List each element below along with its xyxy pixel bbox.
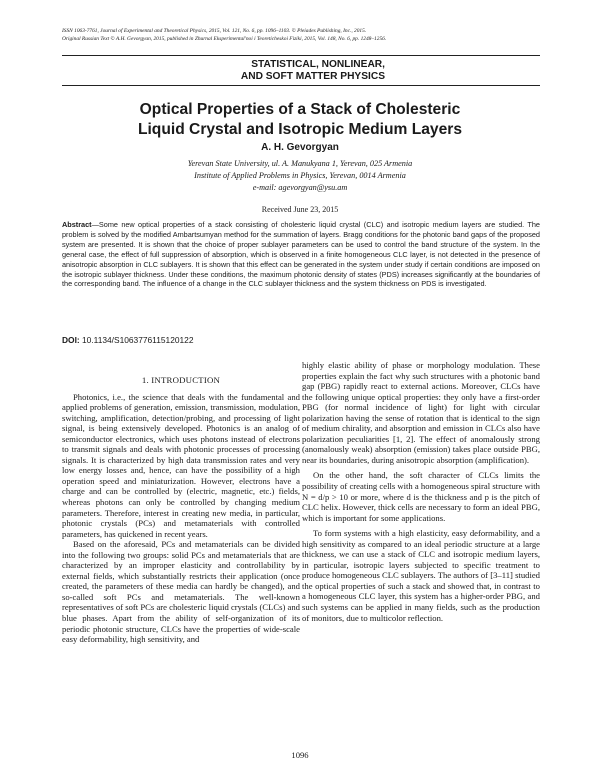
section-heading-line2: AND SOFT MATTER PHYSICS [240, 71, 385, 82]
title-line2: Liquid Crystal and Isotropic Medium Layers [137, 121, 463, 138]
paragraph: On the other hand, the soft character of CLCs limits the possibility of creating cells with a homogeneous spiral structure with N = d/p > 10 or more, where d is the thickness and p is the pitch of CLC helix. However, thick cells are necessary to form an ideal PBG, which is important for some applications. [302, 470, 540, 523]
affiliation-2: Institute of Applied Problems in Physics, Yerevan, 0014 Armenia [194, 171, 406, 180]
journal-metadata [62, 27, 542, 43]
page-number: 1096 [291, 750, 309, 760]
author-email[interactable]: e-mail: agevorgyan@ysu.am [252, 183, 348, 192]
section-heading [185, 59, 385, 83]
doi-label: DOI: [62, 335, 80, 345]
received-date: Received June 23, 2015 [261, 205, 339, 214]
original-text-line: Original Russian Text © A.H. Gevorgyan, 2015, published in Zhurnal Eksperimental'noi i Teoreticheskoi Fiziki, 2015, Vol. 148, No. 6, pp. 1248–1256. [62, 36, 387, 42]
left-column [62, 375, 300, 645]
paragraph: To form systems with a high elasticity, easy deformability, and a high sensitivity as compared to an ideal periodic structure at a large thickness, we can use a stack of CLC and isotropic medium layers, in particular, isotropic layers subjected to specific treatment to produce homogeneous CLC sublayers. The authors of [3–11] studied the optical properties of such a stack and showed that, in contrast to a homogeneous CLC layer, this system has a higher-order PBG, and such systems can be applied in many fields, such as the production of monitors, due to multicolor reflection. [302, 528, 540, 623]
title-line1: Optical Properties of a Stack of Cholesteric [139, 101, 461, 118]
abstract [62, 220, 540, 289]
article-title [70, 100, 530, 140]
author-name: A. H. Gevorgyan [261, 142, 339, 153]
abstract-text: —Some new optical properties of a stack consisting of cholesteric liquid crystal (CLC) and isotropic medium layers are studied. The problem is solved by the modified Ambartsumyan method for the summation of layers. Bragg conditions for the photonic band gaps of the proposed system are presented. It is shown that the choice of proper sublayer parameters can be used to control the band structure of the system. In the general case, the effect of full suppression of absorption, which is observed in a finite homogeneous CLC layer, is not detected in the presence of anisotropic absorption in CLC sublayers. It is shown that this effect can be generated in the system under study if certain conditions are imposed on the isotropic sublayer thickness. Under these conditions, the maximum photonic density of states (PDS) increases significantly at the boundaries of the corresponding band. The influence of a change in the CLC sublayer thickness and the system thickness on PDS is investigated. [62, 220, 540, 289]
abstract-label: Abstract [62, 220, 92, 229]
paragraph: Photonics, i.e., the science that deals with the fundamental and applied problems of generation, emission, transmission, modulation, switching, amplification, detection/probing, and processing of light signal, is being extensively developed. Photonics is an analog of semiconductor electronics, which uses photons instead of electrons to transmit signals and deals with photonic processes of processing signals. It is characterized by high data transmission rates and very low energy losses and, hence, can have the possibility of a high operation speed and miniaturization. However, electrons have a charge and can be controlled by (electric, magnetic, etc.) fields, whereas photons can only be controlled by changing medium parameters. Therefore, interest in creating new media, in particular, photonic crystals (PCs) and metamaterials with controlled parameters, has quickened in recent years. [62, 391, 300, 539]
section-heading-line1: STATISTICAL, NONLINEAR, [251, 59, 385, 70]
right-column [302, 360, 540, 623]
doi-value[interactable]: 10.1134/S1063776115120122 [82, 335, 194, 345]
affiliation-1: Yerevan State University, ul. A. Manukyana 1, Yerevan, 025 Armenia [187, 159, 413, 168]
issn-line: ISSN 1063-7761, Journal of Experimental and Theoretical Physics, 2015, Vol. 121, No. 6, pp. 1096–1103. © Pleiades Publishing, Inc., 2015. [62, 28, 367, 34]
top-rule [62, 55, 540, 56]
paragraph: Based on the aforesaid, PCs and metamaterials can be divided into the following two groups: solid PCs and metamaterials that are characterized by an improper elasticity and controllability by external fields, which substantially restricts their application (once created, the parameters of these media can hardly be changed), and so-called soft PCs and metamaterials. The well-known representatives of soft PCs are cholesteric liquid crystals (CLCs) and blue phases. Apart from the ability of self-organization of its periodic photonic structure, CLCs have the properties of wide-scale easy deformability, high sensitivity, and [62, 539, 300, 645]
section-rule [62, 85, 540, 86]
introduction-heading: 1. INTRODUCTION [141, 375, 221, 385]
doi-line [62, 335, 193, 345]
paragraph: highly elastic ability of phase or morphology modulation. These properties explain the fact why such structures with a photonic band gap (PBG) rapidly react to external actions. Moreover, CLCs have the following unique optical properties: they only have a first-order PBG (for normal incidence of light) for light with circular polarization having the sense of rotation that is identical to the sign of medium chirality, and absorption and emission in CLCs also have polarization peculiarities [1, 2]. The effect of anomalously strong (anomalously weak) absorption (emission) takes place outside PBG, near its boundaries, during anisotropic absorption (amplification). [302, 360, 540, 465]
